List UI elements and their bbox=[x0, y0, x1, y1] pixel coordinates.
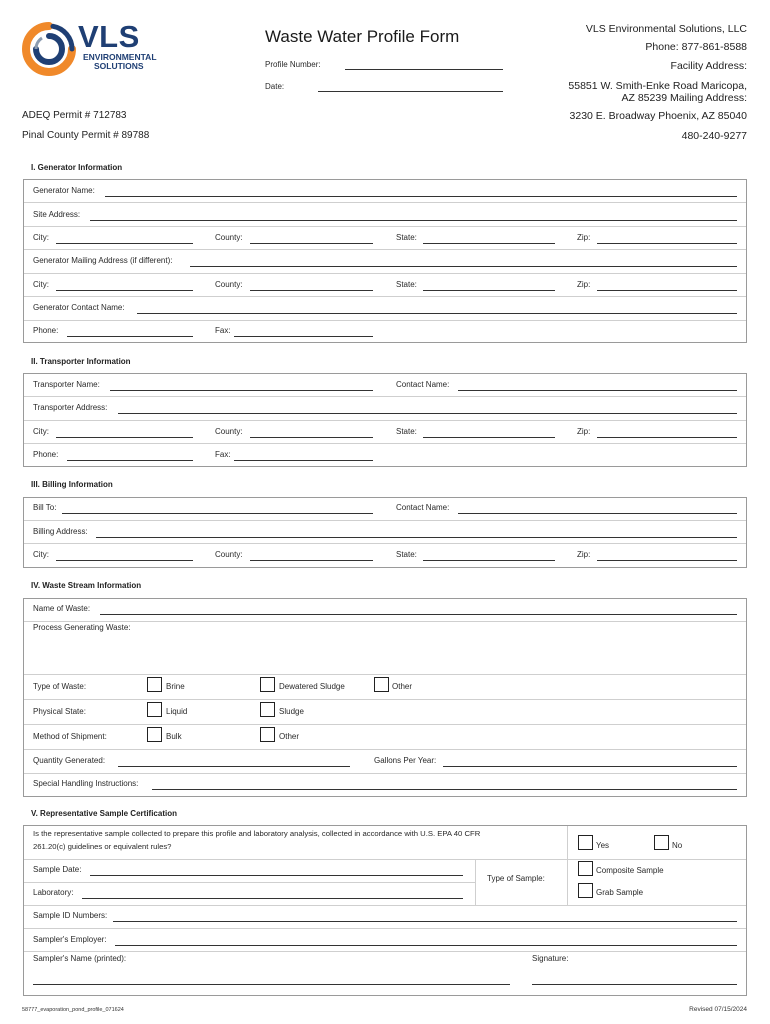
transporter-phone-label: Phone: bbox=[33, 450, 59, 459]
site-address-label: Site Address: bbox=[33, 210, 81, 219]
grab-sample-checkbox[interactable] bbox=[578, 883, 593, 898]
generator-fax-field[interactable] bbox=[234, 327, 373, 337]
gallons-field[interactable] bbox=[443, 757, 737, 767]
company-logo bbox=[20, 20, 160, 80]
company-phone: Phone: 877-861-8588 bbox=[645, 41, 747, 53]
row-divider bbox=[24, 443, 746, 444]
dewatered-sludge-checkbox[interactable] bbox=[260, 677, 275, 692]
row-divider bbox=[24, 674, 746, 675]
quantity-label: Quantity Generated: bbox=[33, 756, 106, 765]
billing-zip-field[interactable] bbox=[597, 551, 737, 561]
row-divider bbox=[24, 226, 746, 227]
generator-zip-field[interactable] bbox=[597, 234, 737, 244]
row-divider bbox=[24, 296, 746, 297]
row-divider bbox=[24, 859, 746, 860]
generator-mailing-address-label: Generator Mailing Address (if different): bbox=[33, 256, 173, 265]
waste-section-box bbox=[23, 598, 747, 797]
company-name: VLS Environmental Solutions, LLC bbox=[585, 23, 747, 35]
laboratory-field[interactable] bbox=[82, 889, 463, 899]
transporter-state-field[interactable] bbox=[423, 428, 555, 438]
bulk-option-label: Bulk bbox=[166, 732, 182, 741]
sampler-employer-field[interactable] bbox=[115, 936, 737, 946]
composite-sample-label: Composite Sample bbox=[596, 866, 664, 875]
transporter-city-field[interactable] bbox=[56, 428, 193, 438]
generator-phone-field[interactable] bbox=[67, 327, 193, 337]
transporter-section-title: II. Transporter Information bbox=[31, 357, 131, 366]
liquid-option-label: Liquid bbox=[166, 707, 188, 716]
sample-date-label: Sample Date: bbox=[33, 865, 82, 874]
generator-mailing-address-field[interactable] bbox=[190, 257, 737, 267]
mailing-state-label: State: bbox=[396, 280, 417, 289]
row-divider bbox=[24, 699, 746, 700]
mailing-city-field[interactable] bbox=[56, 281, 193, 291]
row-divider bbox=[24, 928, 746, 929]
transporter-name-field[interactable] bbox=[110, 381, 373, 391]
transporter-county-field[interactable] bbox=[250, 428, 373, 438]
facility-address-label: Facility Address: bbox=[670, 60, 747, 72]
waste-type-label: Type of Waste: bbox=[33, 682, 87, 691]
gallons-label: Gallons Per Year: bbox=[374, 756, 437, 765]
date-label: Date: bbox=[265, 82, 285, 91]
transporter-phone-field[interactable] bbox=[67, 451, 193, 461]
transporter-county-label: County: bbox=[215, 427, 243, 436]
waste-other-option-label: Other bbox=[392, 682, 413, 691]
waste-name-label: Name of Waste: bbox=[33, 604, 91, 613]
row-divider bbox=[24, 724, 746, 725]
row-divider bbox=[24, 621, 746, 622]
waste-section-title: IV. Waste Stream Information bbox=[31, 581, 142, 590]
brine-option-label: Brine bbox=[166, 682, 185, 691]
billing-state-field[interactable] bbox=[423, 551, 555, 561]
process-field[interactable] bbox=[24, 636, 744, 672]
profile-number-label: Profile Number: bbox=[265, 60, 321, 69]
sampler-name-label: Sampler's Name (printed): bbox=[33, 954, 127, 963]
shipment-other-option-label: Other bbox=[279, 732, 300, 741]
sample-section-title: V. Representative Sample Certification bbox=[31, 809, 177, 818]
sampler-name-field[interactable] bbox=[33, 975, 510, 985]
pinal-permit: Pinal County Permit # 89788 bbox=[22, 130, 150, 141]
generator-name-field[interactable] bbox=[105, 187, 737, 197]
row-divider bbox=[24, 273, 746, 274]
certification-question-line2: 261.20(c) guidelines or equivalent rules? bbox=[33, 842, 172, 851]
logo-swirl-icon bbox=[20, 20, 78, 78]
generator-name-label: Generator Name: bbox=[33, 186, 95, 195]
adeq-permit: ADEQ Permit # 712783 bbox=[22, 110, 127, 121]
mailing-zip-label: Zip: bbox=[577, 280, 591, 289]
bill-to-field[interactable] bbox=[62, 504, 373, 514]
process-label: Process Generating Waste: bbox=[33, 623, 131, 632]
profile-number-field[interactable] bbox=[345, 60, 503, 70]
yes-option-label: Yes bbox=[596, 841, 610, 850]
no-checkbox[interactable] bbox=[654, 835, 669, 850]
billing-contact-label: Contact Name: bbox=[396, 503, 450, 512]
mailing-phone: 480-240-9277 bbox=[681, 130, 747, 142]
sample-id-label: Sample ID Numbers: bbox=[33, 911, 108, 920]
sludge-option-label: Sludge bbox=[279, 707, 304, 716]
mailing-county-field[interactable] bbox=[250, 281, 373, 291]
quantity-field[interactable] bbox=[118, 757, 350, 767]
handling-label: Special Handling Instructions: bbox=[33, 779, 139, 788]
row-divider bbox=[24, 520, 746, 521]
facility-address-line1: 55851 W. Smith-Enke Road Maricopa, bbox=[568, 80, 747, 92]
shipment-method-label: Method of Shipment: bbox=[33, 732, 107, 741]
row-divider bbox=[24, 202, 746, 203]
sampler-employer-label: Sampler's Employer: bbox=[33, 935, 107, 944]
billing-section-title: III. Billing Information bbox=[31, 480, 113, 489]
generator-city-field[interactable] bbox=[56, 234, 193, 244]
signature-label: Signature: bbox=[532, 954, 569, 963]
generator-state-label: State: bbox=[396, 233, 417, 242]
row-divider bbox=[24, 773, 746, 774]
sample-type-label: Type of Sample: bbox=[487, 874, 545, 883]
column-divider bbox=[567, 826, 568, 905]
billing-address-field[interactable] bbox=[96, 528, 737, 538]
transporter-city-label: City: bbox=[33, 427, 49, 436]
row-divider bbox=[24, 320, 746, 321]
page-title: Waste Water Profile Form bbox=[265, 27, 460, 46]
waste-other-checkbox[interactable] bbox=[374, 677, 389, 692]
waste-name-field[interactable] bbox=[100, 605, 737, 615]
site-address-field[interactable] bbox=[90, 211, 737, 221]
yes-checkbox[interactable] bbox=[578, 835, 593, 850]
billing-state-label: State: bbox=[396, 550, 417, 559]
generator-state-field[interactable] bbox=[423, 234, 555, 244]
mailing-city-label: City: bbox=[33, 280, 49, 289]
row-divider bbox=[24, 749, 746, 750]
logo-line1-text: ENVIRONMENTAL bbox=[83, 52, 157, 62]
sample-date-field[interactable] bbox=[90, 866, 463, 876]
composite-sample-checkbox[interactable] bbox=[578, 861, 593, 876]
mailing-county-label: County: bbox=[215, 280, 243, 289]
billing-city-label: City: bbox=[33, 550, 49, 559]
row-divider bbox=[24, 905, 746, 906]
transporter-state-label: State: bbox=[396, 427, 417, 436]
signature-field[interactable] bbox=[532, 975, 737, 985]
dewatered-sludge-option-label: Dewatered Sludge bbox=[279, 682, 345, 691]
row-divider bbox=[24, 951, 746, 952]
transporter-zip-field[interactable] bbox=[597, 428, 737, 438]
generator-city-label: City: bbox=[33, 233, 49, 242]
mailing-state-field[interactable] bbox=[423, 281, 555, 291]
laboratory-label: Laboratory: bbox=[33, 888, 74, 897]
generator-county-label: County: bbox=[215, 233, 243, 242]
billing-city-field[interactable] bbox=[56, 551, 193, 561]
transporter-address-field[interactable] bbox=[118, 404, 737, 414]
footer-file-id: 58777_evaporation_pond_profile_071624 bbox=[22, 1007, 124, 1013]
brine-checkbox[interactable] bbox=[147, 677, 162, 692]
transporter-fax-label: Fax: bbox=[215, 450, 231, 459]
transporter-contact-field[interactable] bbox=[458, 381, 737, 391]
billing-zip-label: Zip: bbox=[577, 550, 591, 559]
transporter-name-label: Transporter Name: bbox=[33, 380, 100, 389]
grab-sample-label: Grab Sample bbox=[596, 888, 644, 897]
generator-fax-label: Fax: bbox=[215, 326, 231, 335]
sample-id-field[interactable] bbox=[113, 912, 737, 922]
date-field[interactable] bbox=[318, 82, 503, 92]
billing-contact-field[interactable] bbox=[458, 504, 737, 514]
billing-county-label: County: bbox=[215, 550, 243, 559]
liquid-checkbox[interactable] bbox=[147, 702, 162, 717]
generator-county-field[interactable] bbox=[250, 234, 373, 244]
logo-main-text: VLS bbox=[78, 19, 140, 54]
mailing-address: 3230 E. Broadway Phoenix, AZ 85040 bbox=[569, 110, 747, 122]
billing-address-label: Billing Address: bbox=[33, 527, 88, 536]
shipment-other-checkbox[interactable] bbox=[260, 727, 275, 742]
column-divider bbox=[475, 859, 476, 905]
row-divider bbox=[24, 249, 746, 250]
generator-contact-label: Generator Contact Name: bbox=[33, 303, 125, 312]
row-divider bbox=[24, 543, 746, 544]
row-divider bbox=[24, 420, 746, 421]
generator-zip-label: Zip: bbox=[577, 233, 591, 242]
row-divider bbox=[24, 882, 475, 883]
sludge-checkbox[interactable] bbox=[260, 702, 275, 717]
footer-revised-date: Revised 07/15/2024 bbox=[689, 1006, 747, 1013]
logo-line2-text: SOLUTIONS bbox=[94, 61, 144, 71]
generator-phone-label: Phone: bbox=[33, 326, 59, 335]
transporter-contact-label: Contact Name: bbox=[396, 380, 450, 389]
generator-contact-field[interactable] bbox=[137, 304, 737, 314]
generator-section-title: I. Generator Information bbox=[31, 163, 123, 172]
certification-question-line1: Is the representative sample collected to prepare this profile and laboratory analysis, collected in accordance with U.S. EPA 40 CFR bbox=[33, 829, 481, 838]
bill-to-label: Bill To: bbox=[33, 503, 57, 512]
handling-field[interactable] bbox=[152, 780, 737, 790]
mailing-zip-field[interactable] bbox=[597, 281, 737, 291]
transporter-address-label: Transporter Address: bbox=[33, 403, 108, 412]
billing-county-field[interactable] bbox=[250, 551, 373, 561]
row-divider bbox=[24, 396, 746, 397]
no-option-label: No bbox=[672, 841, 683, 850]
bulk-checkbox[interactable] bbox=[147, 727, 162, 742]
transporter-fax-field[interactable] bbox=[234, 451, 373, 461]
transporter-zip-label: Zip: bbox=[577, 427, 591, 436]
facility-address-line2: AZ 85239 Mailing Address: bbox=[621, 92, 747, 104]
physical-state-label: Physical State: bbox=[33, 707, 86, 716]
